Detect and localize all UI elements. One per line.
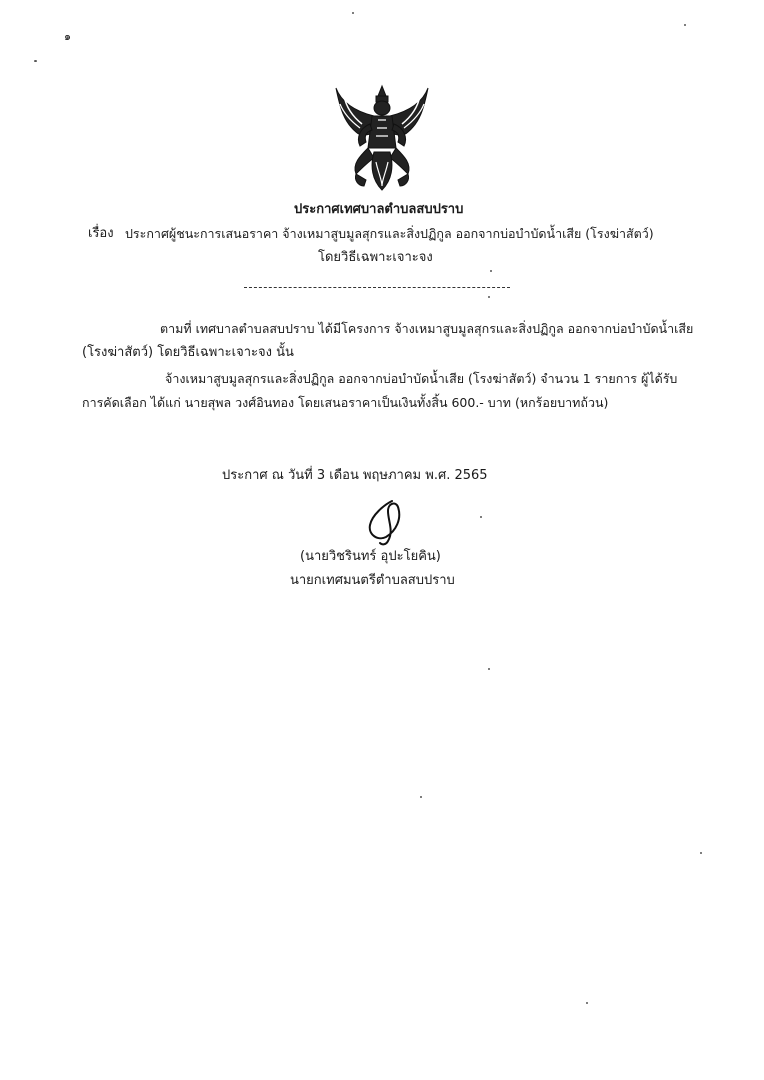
paragraph2-line2: การคัดเลือก ได้แก่ นายสุพล วงศ์อินทอง โดยเสนอราคาเป็นเงินทั้งสิ้น 600.- บาท (หกร้อยบาทถ้วน) xyxy=(82,395,609,410)
subject-text: ประกาศผู้ชนะการเสนอราคา จ้างเหมาสูบมูลสุกรและสิ่งปฏิกูล ออกจากบ่อบำบัดน้ำเสีย (โรงฆ่าสัตว์) xyxy=(125,226,654,241)
paragraph1-line1: ตามที่ เทศบาลตำบลสบปราบ ได้มีโครงการ จ้างเหมาสูบมูลสุกรและสิ่งปฏิกูล ออกจากบ่อบำบัดน้ำเสีย xyxy=(160,321,694,336)
garuda-emblem-icon xyxy=(330,82,434,198)
separator-line xyxy=(244,287,510,288)
signer-name: (นายวิชรินทร์ อุปะโยคิน) xyxy=(300,549,441,564)
subject-label: เรื่อง xyxy=(88,226,114,241)
paragraph1-line2: (โรงฆ่าสัตว์) โดยวิธีเฉพาะเจาะจง นั้น xyxy=(82,345,294,360)
signature-icon xyxy=(358,497,422,547)
paragraph2-line1: จ้างเหมาสูบมูลสุกรและสิ่งปฏิกูล ออกจากบ่อบำบัดน้ำเสีย (โรงฆ่าสัตว์) จำนวน 1 รายการ ผู้ได้รับ xyxy=(165,371,678,386)
signer-title: นายกเทศมนตรีตำบลสบปราบ xyxy=(290,573,455,588)
corner-mark: ๑ xyxy=(64,30,71,43)
document-title: ประกาศเทศบาลตำบลสบปราบ xyxy=(294,202,464,217)
announce-date: ประกาศ ณ วันที่ 3 เดือน พฤษภาคม พ.ศ. 2565 xyxy=(222,468,488,483)
subject-method: โดยวิธีเฉพาะเจาะจง xyxy=(318,250,433,265)
